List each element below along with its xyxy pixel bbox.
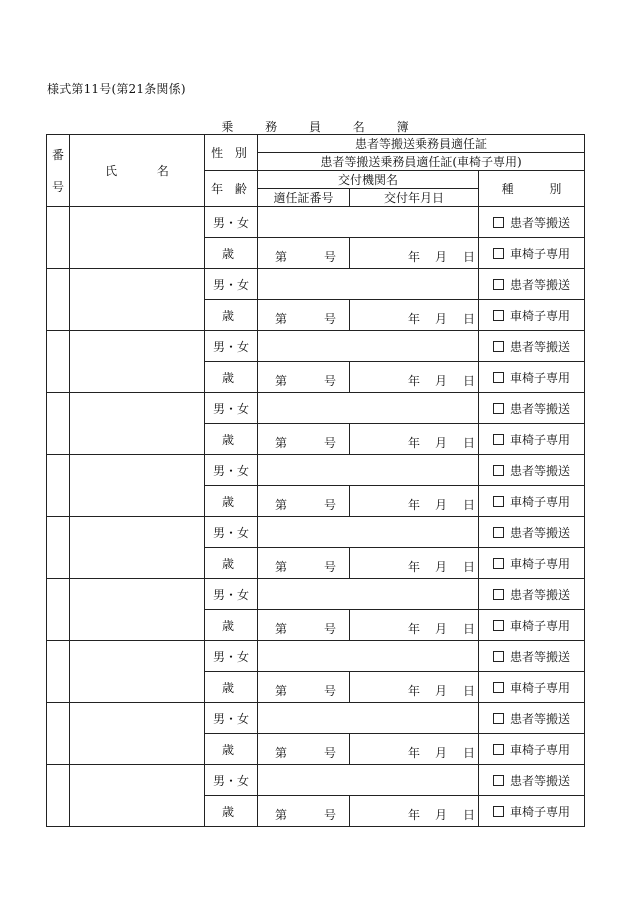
issue-date-cell[interactable]: 年 月 日 bbox=[350, 672, 479, 703]
cert-number-cell[interactable]: 第 号 bbox=[258, 362, 350, 393]
issue-date-cell[interactable]: 年 月 日 bbox=[350, 610, 479, 641]
kind-wheelchair-cell[interactable]: 車椅子専用 bbox=[479, 486, 585, 517]
number-header: 番 号 bbox=[47, 135, 70, 207]
table-row bbox=[47, 641, 585, 672]
patient-transport-checkbox[interactable] bbox=[493, 279, 504, 290]
sex-cell[interactable]: 男・女 bbox=[205, 207, 258, 238]
patient-transport-checkbox[interactable] bbox=[493, 651, 504, 662]
age-cell[interactable]: 歳 bbox=[205, 734, 258, 765]
cert-number-cell[interactable]: 第 号 bbox=[258, 424, 350, 455]
issuer-cell[interactable] bbox=[258, 641, 479, 672]
cert-number-cell[interactable]: 第 号 bbox=[258, 548, 350, 579]
cert-header-1: 患者等搬送乗務員適任証 bbox=[258, 135, 585, 153]
sex-header: 性 別 bbox=[205, 135, 258, 171]
issuer-cell[interactable] bbox=[258, 207, 479, 238]
name-cell[interactable] bbox=[70, 393, 205, 455]
issuer-cell[interactable] bbox=[258, 331, 479, 362]
cert-header-2: 患者等搬送乗務員適任証(車椅子専用) bbox=[258, 153, 585, 171]
age-cell[interactable]: 歳 bbox=[205, 362, 258, 393]
wheelchair-checkbox[interactable] bbox=[493, 496, 504, 507]
kind-patient-cell[interactable]: 患者等搬送 bbox=[479, 455, 585, 486]
kind-patient-cell[interactable]: 患者等搬送 bbox=[479, 517, 585, 548]
issuer-cell[interactable] bbox=[258, 517, 479, 548]
age-cell[interactable]: 歳 bbox=[205, 672, 258, 703]
age-cell[interactable]: 歳 bbox=[205, 610, 258, 641]
cert-number-cell[interactable]: 第 号 bbox=[258, 610, 350, 641]
sex-cell[interactable]: 男・女 bbox=[205, 455, 258, 486]
issue-date-cell[interactable]: 年 月 日 bbox=[350, 548, 479, 579]
wheelchair-checkbox[interactable] bbox=[493, 806, 504, 817]
kind-wheelchair-cell[interactable]: 車椅子専用 bbox=[479, 238, 585, 269]
patient-transport-checkbox[interactable] bbox=[493, 713, 504, 724]
header-row-1 bbox=[47, 135, 585, 153]
sex-cell[interactable]: 男・女 bbox=[205, 579, 258, 610]
cert-number-cell[interactable]: 第 号 bbox=[258, 672, 350, 703]
wheelchair-checkbox[interactable] bbox=[493, 744, 504, 755]
number-cell[interactable] bbox=[47, 455, 70, 517]
patient-transport-checkbox[interactable] bbox=[493, 217, 504, 228]
number-cell[interactable] bbox=[47, 765, 70, 827]
wheelchair-checkbox[interactable] bbox=[493, 248, 504, 259]
table-row bbox=[47, 579, 585, 610]
wheelchair-checkbox[interactable] bbox=[493, 310, 504, 321]
name-cell[interactable] bbox=[70, 207, 205, 269]
issue-date-cell[interactable]: 年 月 日 bbox=[350, 734, 479, 765]
age-cell[interactable]: 歳 bbox=[205, 238, 258, 269]
age-cell[interactable]: 歳 bbox=[205, 424, 258, 455]
name-cell[interactable] bbox=[70, 765, 205, 827]
issuer-cell[interactable] bbox=[258, 269, 479, 300]
patient-transport-checkbox[interactable] bbox=[493, 527, 504, 538]
kind-patient-cell[interactable]: 患者等搬送 bbox=[479, 393, 585, 424]
crew-roster-table bbox=[46, 134, 585, 827]
sex-cell[interactable]: 男・女 bbox=[205, 641, 258, 672]
number-cell[interactable] bbox=[47, 703, 70, 765]
kind-wheelchair-cell[interactable]: 車椅子専用 bbox=[479, 796, 585, 827]
issuer-cell[interactable] bbox=[258, 455, 479, 486]
sex-cell[interactable]: 男・女 bbox=[205, 269, 258, 300]
name-cell[interactable] bbox=[70, 641, 205, 703]
kind-patient-cell[interactable]: 患者等搬送 bbox=[479, 207, 585, 238]
cert-number-cell[interactable]: 第 号 bbox=[258, 238, 350, 269]
kind-wheelchair-cell[interactable]: 車椅子専用 bbox=[479, 610, 585, 641]
issuer-cell[interactable] bbox=[258, 579, 479, 610]
issuer-cell[interactable] bbox=[258, 765, 479, 796]
kind-patient-cell[interactable]: 患者等搬送 bbox=[479, 579, 585, 610]
sex-cell[interactable]: 男・女 bbox=[205, 393, 258, 424]
patient-transport-checkbox[interactable] bbox=[493, 589, 504, 600]
wheelchair-checkbox[interactable] bbox=[493, 372, 504, 383]
name-cell[interactable] bbox=[70, 579, 205, 641]
patient-transport-checkbox[interactable] bbox=[493, 775, 504, 786]
issuer-cell[interactable] bbox=[258, 703, 479, 734]
issue-date-cell[interactable]: 年 月 日 bbox=[350, 796, 479, 827]
table-row bbox=[47, 765, 585, 796]
patient-transport-checkbox[interactable] bbox=[493, 403, 504, 414]
cert-number-cell[interactable]: 第 号 bbox=[258, 300, 350, 331]
table-row bbox=[47, 517, 585, 548]
wheelchair-checkbox[interactable] bbox=[493, 620, 504, 631]
table-row bbox=[47, 331, 585, 362]
wheelchair-checkbox[interactable] bbox=[493, 558, 504, 569]
patient-transport-checkbox[interactable] bbox=[493, 341, 504, 352]
cert-no-header: 適任証番号 bbox=[258, 189, 350, 207]
table-row bbox=[47, 269, 585, 300]
name-cell[interactable] bbox=[70, 517, 205, 579]
kind-patient-cell[interactable]: 患者等搬送 bbox=[479, 765, 585, 796]
table-row bbox=[47, 703, 585, 734]
issue-date-cell[interactable]: 年 月 日 bbox=[350, 238, 479, 269]
number-cell[interactable] bbox=[47, 579, 70, 641]
number-cell[interactable] bbox=[47, 331, 70, 393]
number-cell[interactable] bbox=[47, 641, 70, 703]
name-cell[interactable] bbox=[70, 269, 205, 331]
patient-transport-checkbox[interactable] bbox=[493, 465, 504, 476]
sex-cell[interactable]: 男・女 bbox=[205, 703, 258, 734]
name-cell[interactable] bbox=[70, 455, 205, 517]
kind-wheelchair-cell[interactable]: 車椅子専用 bbox=[479, 672, 585, 703]
age-cell[interactable]: 歳 bbox=[205, 300, 258, 331]
form-number: 様式第11号(第21条関係) bbox=[47, 82, 186, 96]
issuer-cell[interactable] bbox=[258, 393, 479, 424]
kind-wheelchair-cell[interactable]: 車椅子専用 bbox=[479, 362, 585, 393]
issue-date-header: 交付年月日 bbox=[350, 189, 479, 207]
cert-number-cell[interactable]: 第 号 bbox=[258, 796, 350, 827]
table-row bbox=[47, 455, 585, 486]
issue-date-cell[interactable]: 年 月 日 bbox=[350, 362, 479, 393]
wheelchair-checkbox[interactable] bbox=[493, 434, 504, 445]
kind-wheelchair-cell[interactable]: 車椅子専用 bbox=[479, 548, 585, 579]
cert-number-cell[interactable]: 第 号 bbox=[258, 734, 350, 765]
kind-wheelchair-cell[interactable]: 車椅子専用 bbox=[479, 300, 585, 331]
page-title: 乗 務 員 名 簿 bbox=[221, 120, 423, 134]
kind-patient-cell[interactable]: 患者等搬送 bbox=[479, 641, 585, 672]
issue-date-cell[interactable]: 年 月 日 bbox=[350, 486, 479, 517]
kind-wheelchair-cell[interactable]: 車椅子専用 bbox=[479, 734, 585, 765]
age-cell[interactable]: 歳 bbox=[205, 548, 258, 579]
table-row bbox=[47, 207, 585, 238]
age-header: 年 齢 bbox=[205, 171, 258, 207]
name-header: 氏 名 bbox=[70, 135, 205, 207]
number-cell[interactable] bbox=[47, 393, 70, 455]
number-cell[interactable] bbox=[47, 517, 70, 579]
name-cell[interactable] bbox=[70, 331, 205, 393]
cert-number-cell[interactable]: 第 号 bbox=[258, 486, 350, 517]
kind-patient-cell[interactable]: 患者等搬送 bbox=[479, 331, 585, 362]
name-cell[interactable] bbox=[70, 703, 205, 765]
number-cell[interactable] bbox=[47, 269, 70, 331]
issue-date-cell[interactable]: 年 月 日 bbox=[350, 424, 479, 455]
age-cell[interactable]: 歳 bbox=[205, 486, 258, 517]
age-cell[interactable]: 歳 bbox=[205, 796, 258, 827]
wheelchair-checkbox[interactable] bbox=[493, 682, 504, 693]
sex-cell[interactable]: 男・女 bbox=[205, 765, 258, 796]
kind-patient-cell[interactable]: 患者等搬送 bbox=[479, 703, 585, 734]
issue-date-cell[interactable]: 年 月 日 bbox=[350, 300, 479, 331]
kind-patient-cell[interactable]: 患者等搬送 bbox=[479, 269, 585, 300]
sex-cell[interactable]: 男・女 bbox=[205, 517, 258, 548]
number-cell[interactable] bbox=[47, 207, 70, 269]
sex-cell[interactable]: 男・女 bbox=[205, 331, 258, 362]
kind-header: 種 別 bbox=[479, 171, 585, 207]
issuer-header: 交付機関名 bbox=[258, 171, 479, 189]
kind-wheelchair-cell[interactable]: 車椅子専用 bbox=[479, 424, 585, 455]
table-row bbox=[47, 393, 585, 424]
